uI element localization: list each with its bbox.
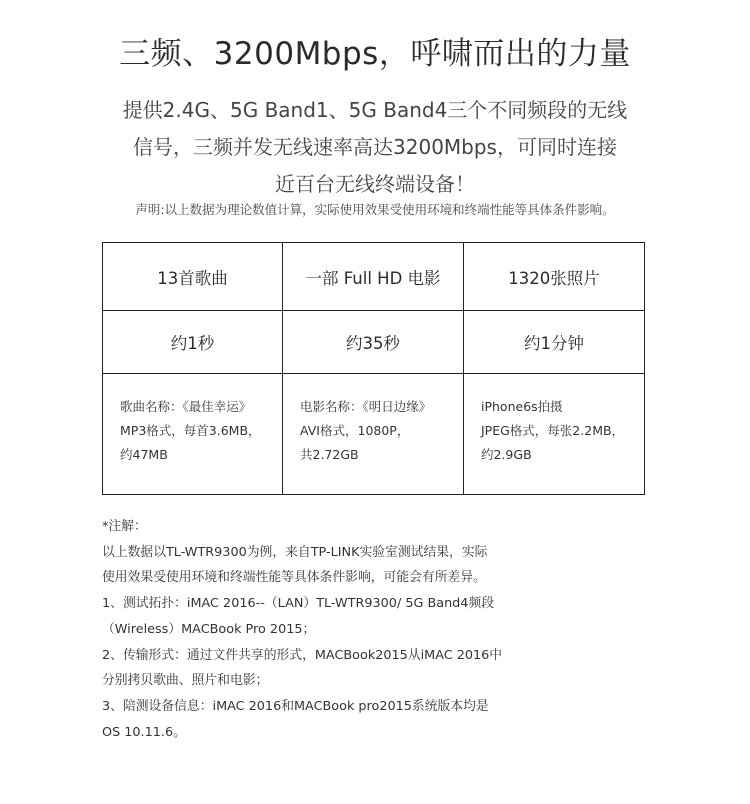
time-cell-photos: 约1分钟 [464, 311, 645, 374]
notes-section [102, 514, 662, 745]
table-time-row [103, 311, 645, 374]
notes-line: 2、传输形式：通过文件共享的形式，MACBook2015从iMAC 2016中 [102, 647, 503, 663]
detail-line: 歌曲名称：《最佳幸运》 [120, 399, 252, 414]
description-line: 近百台无线终端设备！ [275, 172, 475, 196]
description [95, 92, 655, 203]
detail-line: JPEG格式，每张2.2MB， [481, 423, 625, 438]
notes-line: 使用效果受使用环境和终端性能等具体条件影响，可能会有所差异。 [102, 570, 486, 586]
detail-cell-photos [464, 374, 645, 495]
notes-line: （Wireless）MACBook Pro 2015； [102, 621, 316, 637]
detail-line: 共2.72GB [300, 447, 359, 462]
header-cell-songs: 13首歌曲 [103, 243, 283, 311]
description-line: 提供2.4G、5G Band1、5G Band4三个不同频段的无线 [122, 98, 628, 122]
table-detail-row [103, 374, 645, 495]
detail-line: iPhone6s拍摄 [481, 399, 563, 414]
disclaimer: 声明:以上数据为理论数值计算，实际使用效果受使用环境和终端性能等具体条件影响。 [135, 202, 615, 217]
time-cell-movie: 约35秒 [283, 311, 464, 374]
notes-line: 分别拷贝歌曲、照片和电影； [102, 673, 269, 689]
header-cell-photos: 1320张照片 [464, 243, 645, 311]
notes-heading: *注解： [102, 519, 147, 534]
header-cell-movie: 一部 Full HD 电影 [283, 243, 464, 311]
notes-line: 以上数据以TL-WTR9300为例，来自TP-LINK实验室测试结果，实际 [102, 544, 488, 560]
table-header-row [103, 243, 645, 311]
comparison-table [102, 242, 645, 495]
detail-line: AVI格式，1080P， [300, 423, 410, 438]
notes-line: 3、陪测设备信息：iMAC 2016和MACBook pro2015系统版本均是 [102, 698, 489, 714]
description-line: 信号，三频并发无线速率高达3200Mbps，可同时连接 [133, 135, 617, 159]
page-title: 三频、3200Mbps，呼啸而出的力量 [119, 36, 631, 72]
time-cell-songs: 约1秒 [103, 311, 283, 374]
detail-line: 电影名称：《明日边缘》 [300, 399, 432, 414]
notes-line: OS 10.11.6。 [102, 724, 186, 740]
detail-cell-movie [283, 374, 464, 495]
notes-line: 1、测试拓扑：iMAC 2016--（LAN）TL-WTR9300/ 5G Band4频段 [102, 596, 495, 612]
detail-line: 约2.9GB [481, 447, 532, 462]
detail-cell-songs [103, 374, 283, 495]
detail-line: 约47MB [120, 447, 168, 462]
detail-line: MP3格式，每首3.6MB， [120, 423, 261, 438]
